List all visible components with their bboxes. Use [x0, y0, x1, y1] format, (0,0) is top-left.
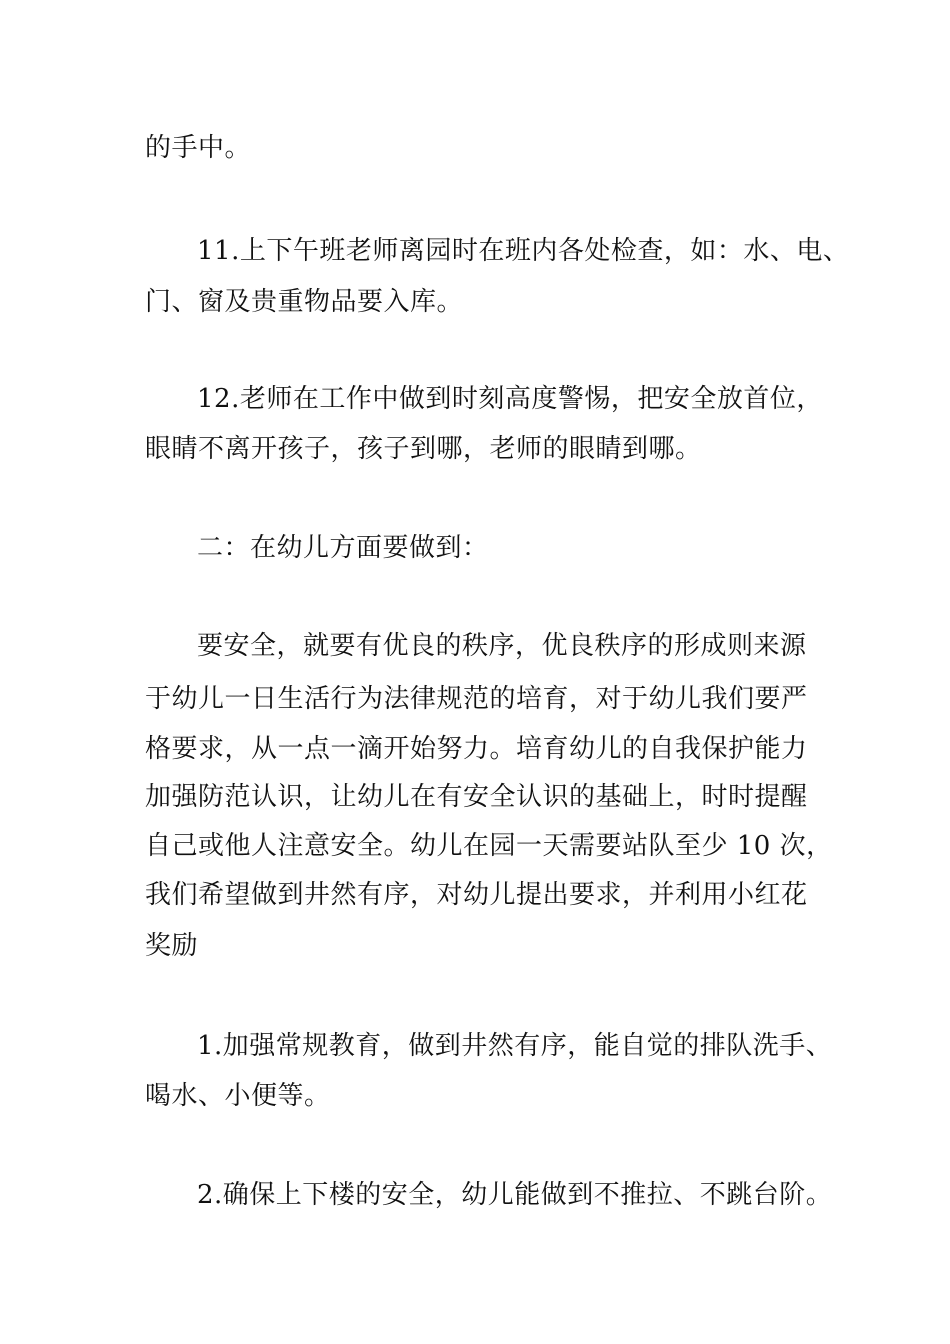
item-2-line-1: 2.确保上下楼的安全，幼儿能做到不推拉、不跳台阶。 [197, 1180, 833, 1210]
paragraph-line-4: 加强防范认识，让幼儿在有安全认识的基础上，时时提醒 [145, 782, 808, 812]
item-11-line-2: 门、窗及贵重物品要入库。 [145, 287, 464, 317]
item-12-line-1: 12.老师在工作中做到时刻高度警惕，把安全放首位， [197, 384, 823, 414]
section-heading: 二：在幼儿方面要做到： [197, 533, 489, 563]
item-12-line-2: 眼睛不离开孩子，孩子到哪，老师的眼睛到哪。 [145, 434, 702, 464]
text-line-1: 的手中。 [145, 133, 252, 163]
item-1-line-1: 1.加强常规教育，做到井然有序，能自觉的排队洗手、 [197, 1031, 833, 1061]
paragraph-line-1: 要安全，就要有优良的秩序，优良秩序的形成则来源 [197, 631, 807, 661]
item-1-line-2: 喝水、小便等。 [145, 1081, 331, 1111]
paragraph-line-6: 我们希望做到井然有序，对幼儿提出要求，并利用小红花 [145, 880, 808, 910]
paragraph-line-5: 自己或他人注意安全。幼儿在园一天需要站队至少 10 次， [145, 831, 833, 861]
paragraph-line-3: 格要求，从一点一滴开始努力。培育幼儿的自我保护能力 [145, 734, 808, 764]
item-11-line-1: 11.上下午班老师离园时在班内各处检查，如：水、电、 [197, 236, 850, 266]
paragraph-line-7: 奖励 [145, 931, 199, 961]
paragraph-line-2: 于幼儿一日生活行为法律规范的培育，对于幼儿我们要严 [145, 684, 808, 714]
